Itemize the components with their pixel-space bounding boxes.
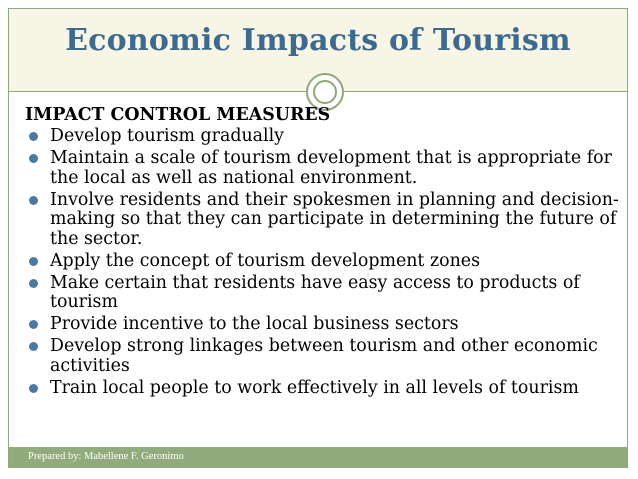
- bullet-item: [25, 191, 621, 250]
- bullet-item: [25, 274, 621, 313]
- slide-title: Economic Impacts of Tourism: [65, 23, 571, 58]
- bullet-icon: [29, 132, 38, 141]
- slide-frame: [8, 8, 628, 468]
- bullet-icon: [29, 196, 38, 205]
- bullet-text: Maintain a scale of tourism development that is appropriate for the local as well as national environment.: [50, 148, 612, 188]
- footer-band: [9, 447, 627, 468]
- bullet-icon: [29, 320, 38, 329]
- bullet-text: Train local people to work effectively in all levels of tourism: [50, 377, 579, 398]
- bullet-text: Apply the concept of tourism development zones: [50, 250, 481, 271]
- slide-content: [25, 104, 621, 401]
- bullet-item: [25, 315, 621, 335]
- bullet-icon: [29, 279, 38, 288]
- bullet-text: Develop tourism gradually: [50, 126, 284, 146]
- bullet-icon: [29, 257, 38, 266]
- bullet-icon: [29, 384, 38, 393]
- bullet-item: [25, 127, 621, 147]
- section-heading: IMPACT CONTROL MEASURES: [25, 105, 331, 125]
- bullet-text: Provide incentive to the local business sectors: [50, 314, 459, 334]
- bullet-item: [25, 337, 621, 376]
- bullet-icon: [29, 154, 38, 163]
- bullet-item: [25, 252, 621, 272]
- bullet-item: [25, 149, 621, 188]
- bullet-text: Develop strong linkages between tourism and other economic activities: [50, 336, 598, 376]
- bullet-text: Involve residents and their spokesmen in planning and decision-making so that they can participate in determining the future of the sector.: [50, 189, 619, 249]
- bullet-text: Make certain that residents have easy access to products of tourism: [50, 272, 580, 312]
- bullet-item: [25, 379, 621, 399]
- bullet-icon: [29, 342, 38, 351]
- bullet-list: [25, 127, 621, 398]
- footer-credit: Prepared by: Mabellene F. Geronimo: [28, 451, 184, 462]
- inner-circle-icon: [313, 80, 337, 104]
